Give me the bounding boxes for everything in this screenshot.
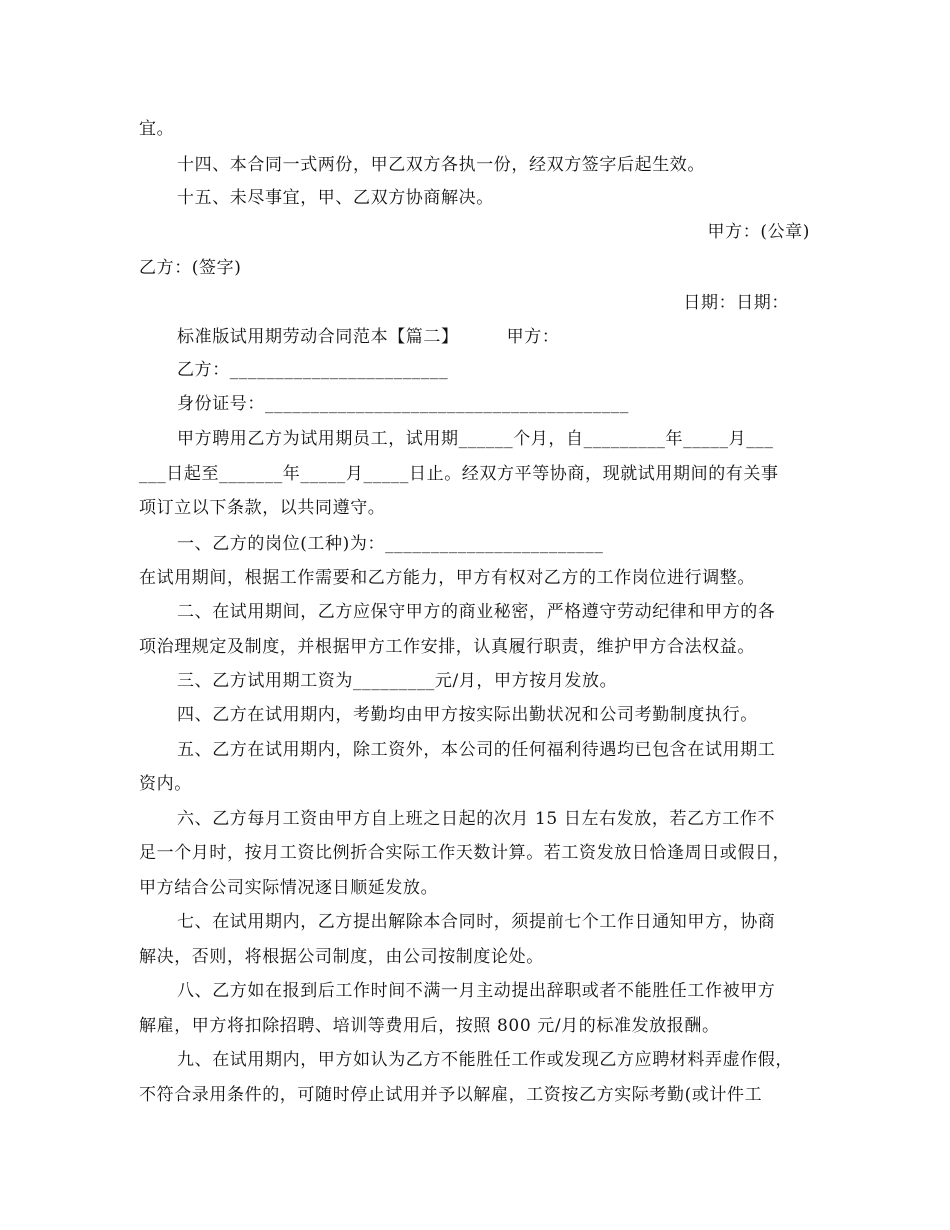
clause-8: 八、乙方如在报到后工作时间不满一月主动提出辞职或者不能胜任工作被甲方 xyxy=(177,981,776,1001)
text-line: 甲方结合公司实际情况逐日顺延发放。 xyxy=(139,878,439,898)
text-line: 宜。 xyxy=(139,119,175,139)
text-line: 甲方聘用乙方为试用期员工，试用期______个月，自_________年_____月___ xyxy=(177,429,774,449)
text-line: 项订立以下条款，以共同遵守。 xyxy=(139,498,386,518)
text-line: 足一个月时，按月工资比例折合实际工作天数计算。若工资发放日恰逢周日或假日， xyxy=(139,843,791,863)
clause-3: 三、乙方试用期工资为_________元/月，甲方按月发放。 xyxy=(177,671,618,691)
text-line: 项治理规定及制度，并根据甲方工作安排，认真履行职责，维护甲方合法权益。 xyxy=(139,637,755,657)
party-b-field: 乙方：________________________ xyxy=(177,360,449,380)
text-line: 不符合录用条件的，可随时停止试用并予以解雇，工资按乙方实际考勤(或计件工 xyxy=(139,1085,763,1105)
clause-1: 一、乙方的岗位(工种)为：________________________ xyxy=(177,534,604,554)
clause-6: 六、乙方每月工资由甲方自上班之日起的次月 15 日左右发放，若乙方工作不 xyxy=(177,809,776,829)
text-line: 解决，否则，将根据公司制度，由公司按制度论处。 xyxy=(139,947,544,967)
clause-9: 九、在试用期内，甲方如认为乙方不能胜任工作或发现乙方应聘材料弄虚作假， xyxy=(177,1050,793,1070)
party-b-signature: 乙方：(签字) xyxy=(139,258,242,278)
party-a-seal: 甲方：(公章) xyxy=(707,222,810,242)
clause-2: 二、在试用期间，乙方应保守甲方的商业秘密，严格遵守劳动纪律和甲方的各 xyxy=(177,602,776,622)
clause-14: 十四、本合同一式两份，甲乙双方各执一份，经双方签字后起生效。 xyxy=(177,155,705,175)
clause-5: 五、乙方在试用期内，除工资外，本公司的任何福利待遇均已包含在试用期工 xyxy=(177,740,776,760)
clause-7: 七、在试用期内，乙方提出解除本合同时，须提前七个工作日通知甲方，协商 xyxy=(177,912,776,932)
id-number-field: 身份证号：________________________________________ xyxy=(177,394,629,414)
text-line: 解雇，甲方将扣除招聘、培训等费用后，按照 800 元/月的标准发放报酬。 xyxy=(139,1016,720,1036)
text-line: 在试用期间，根据工作需要和乙方能力，甲方有权对乙方的工作岗位进行调整。 xyxy=(139,568,755,588)
section-title: 标准版试用期劳动合同范本【篇二】 甲方： xyxy=(177,327,560,347)
text-line: 资内。 xyxy=(139,774,192,794)
date-line: 日期：日期： xyxy=(683,293,789,313)
clause-4: 四、乙方在试用期内，考勤均由甲方按实际出勤状况和公司考勤制度执行。 xyxy=(177,705,758,725)
text-line: ___日起至_______年_____月_____日止。经双方平等协商，现就试用期间的有关事 xyxy=(139,464,779,484)
clause-15: 十五、未尽事宜，甲、乙双方协商解决。 xyxy=(177,188,494,208)
